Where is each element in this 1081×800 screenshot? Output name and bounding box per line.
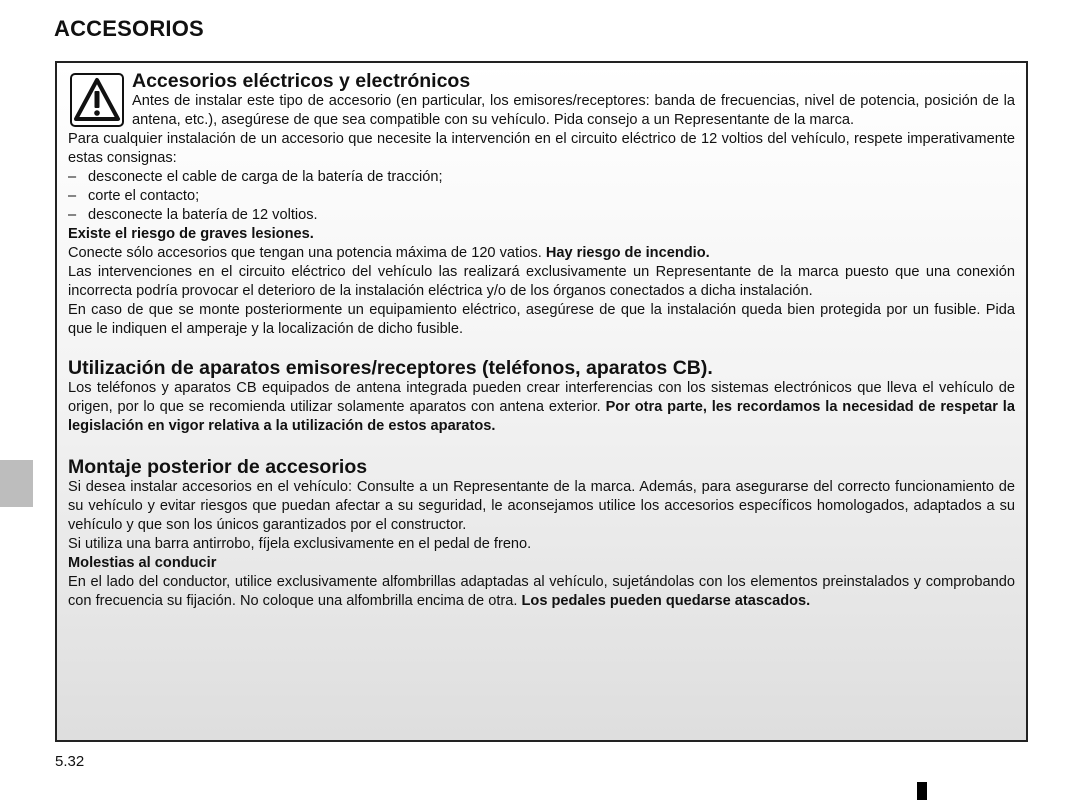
list-item bbox=[68, 168, 1015, 187]
risk-warning: Existe el riesgo de graves lesiones. bbox=[68, 226, 314, 242]
list-dash: – bbox=[68, 169, 77, 185]
section1-paragraph-1: Para cualquier instalación de un accesorio que necesite la intervención en el circuito eléctrico de 12 voltios del vehículo, respete imperativamente estas consignas: bbox=[68, 131, 1015, 166]
list-item bbox=[68, 206, 1015, 225]
power-limit-text: Conecte sólo accesorios que tengan una potencia máxima de 120 vatios. bbox=[68, 245, 542, 261]
list-item bbox=[68, 187, 1015, 206]
fire-risk-warning: Hay riesgo de incendio. bbox=[545, 245, 710, 261]
section-electrical-accessories bbox=[68, 70, 1015, 130]
page-corner-marker bbox=[917, 782, 927, 800]
section-transmitters bbox=[68, 357, 1015, 436]
floor-mats-text: En el lado del conductor, utilice exclusivamente alfombrillas adaptadas al vehículo, sujetándolas con los elementos preinstalados y comprobando con frecuencia su fijación. No coloque una alfombrilla encima de otra. bbox=[68, 574, 1015, 609]
section3-subheading: Molestias al conducir bbox=[68, 555, 217, 571]
section1-paragraph-2 bbox=[68, 244, 1015, 263]
section1-intro: Antes de instalar este tipo de accesorio (en particular, los emisores/receptores: banda de frecuencias, nivel de potencia, posición de la antena, etc.), asegúrese de que sea compatible con su vehículo. Pida consejo a un Representante de la marca. bbox=[132, 93, 1015, 128]
warning-content bbox=[68, 70, 1015, 611]
section2-heading: Utilización de aparatos emisores/receptores (teléfonos, aparatos CB). bbox=[68, 357, 713, 379]
section3-paragraph-3 bbox=[68, 573, 1015, 611]
page-number: 5.32 bbox=[55, 753, 85, 770]
warning-triangle-icon bbox=[70, 73, 124, 127]
section3-paragraph-1: Si desea instalar accesorios en el vehículo: Consulte a un Representante de la marca. Además, para asegurarse del correcto funcionamiento de su vehículo y evitar riesgos que puedan afectar a su seguridad, le aconsejamos utilice los accesorios específicos homologados, adaptados a su vehículo y que son los únicos garantizados por el constructor. bbox=[68, 479, 1015, 533]
section1-intro-block bbox=[132, 70, 1015, 130]
section-later-fitting bbox=[68, 456, 1015, 611]
pedals-warning: Los pedales pueden quedarse atascados. bbox=[521, 593, 811, 609]
section1-heading: Accesorios eléctricos y electrónicos bbox=[132, 70, 471, 92]
section3-paragraph-2: Si utiliza una barra antirrobo, fíjela exclusivamente en el pedal de freno. bbox=[68, 536, 532, 552]
section1-paragraph-4: En caso de que se monte posteriormente un equipamiento eléctrico, asegúrese de que la instalación queda bien protegida por un fusible. Pida que le indiquen el amperaje y la localización de dicho fusible. bbox=[68, 302, 1015, 337]
section1-paragraph-3: Las intervenciones en el circuito eléctrico del vehículo las realizará exclusivamente un Representante de la marca puesto que una conexión incorrecta podría provocar el deterioro de la instalación eléctrica y/o de los órganos conectados a dicha instalación. bbox=[68, 264, 1015, 299]
page-title: ACCESORIOS bbox=[54, 16, 204, 41]
list-dash: – bbox=[68, 207, 77, 223]
list-dash: – bbox=[68, 188, 77, 204]
warning-box bbox=[55, 61, 1028, 742]
section2-paragraph bbox=[68, 379, 1015, 436]
section3-heading: Montaje posterior de accesorios bbox=[68, 456, 368, 478]
list-item-text: corte el contacto; bbox=[88, 188, 200, 204]
list-item-text: desconecte el cable de carga de la batería de tracción; bbox=[88, 169, 443, 185]
section2-bold-text: Por otra parte, les recordamos la necesidad de respetar la legislación en vigor relativa a la utilización de estos aparatos. bbox=[68, 399, 1015, 434]
list-item-text: desconecte la batería de 12 voltios. bbox=[88, 207, 318, 223]
chapter-tab-marker bbox=[0, 460, 33, 507]
section2-text: Los teléfonos y aparatos CB equipados de antena integrada pueden crear interferencias con los sistemas electrónicos que lleva el vehículo de origen, por lo que se recomienda utilizar solamente aparatos con antena exterior. bbox=[68, 380, 1015, 415]
